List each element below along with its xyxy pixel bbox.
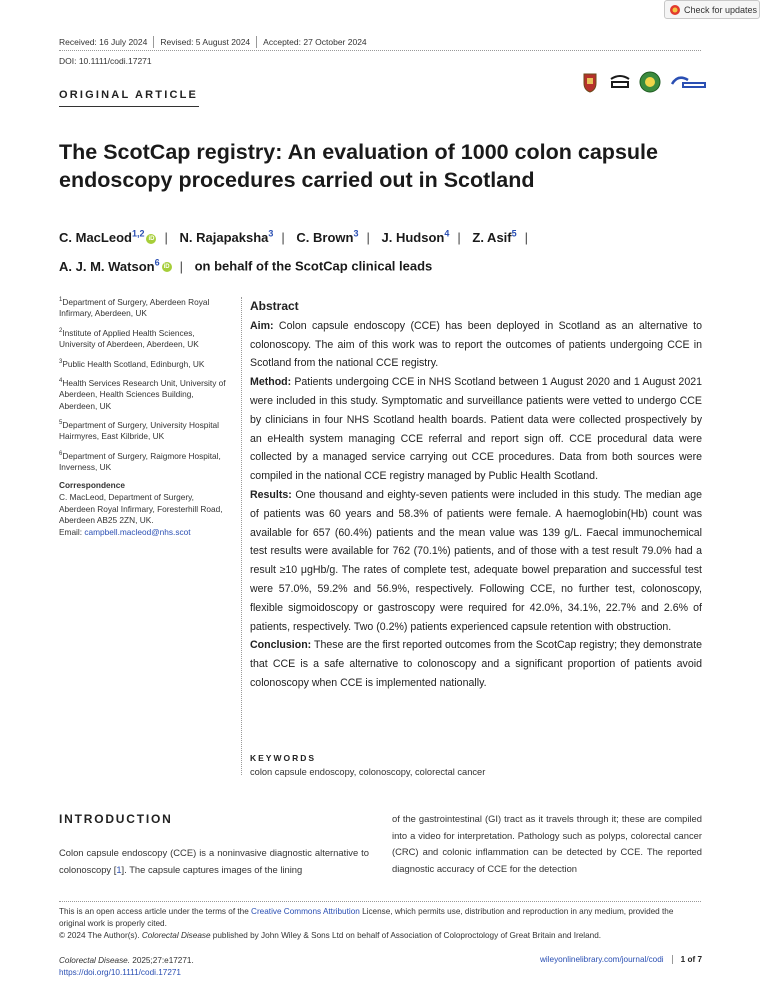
- footer-rule: [59, 901, 701, 902]
- affiliation: $^4$Health Services Research Unit, University of Aberdeen, Health Sciences Building, Aberdeen, UK: [59, 377, 226, 411]
- page-footer: [540, 955, 702, 964]
- author: A. J. M. Watson$^6$ iD: [59, 257, 170, 274]
- journal-site-link[interactable]: wileyonlinelibrary.com/journal/codi: [539, 955, 664, 964]
- affiliation: $^3$Public Health Scotland, Edinburgh, UK: [59, 358, 205, 369]
- correspondence-text: C. MacLeod, Department of Surgery, Aberdeen Royal Infirmary, Foresterhill Road, Aberdeen AB25 2ZN, UK. Email: campbell.macleod@nhs.scot: [59, 492, 223, 537]
- crest-logo-icon: [578, 70, 602, 94]
- journal-logo-icon: [668, 70, 708, 94]
- affiliation-ref[interactable]: 4: [444, 229, 450, 239]
- abstract-divider: [241, 297, 242, 775]
- orcid-icon[interactable]: iD: [163, 264, 170, 271]
- keywords: colon capsule endoscopy, colonoscopy, colorectal cancer: [250, 767, 486, 777]
- introduction-column-2: of the gastrointestinal (GI) tract as it travels through it; these are compiled into a video for interpretation. Pathology such as polyps, colorectal cancer (CRC) and colonic inflammation can be detected by CCE. The reported diagnostic accuracy of CCE for the detection: [392, 813, 702, 874]
- abstract-method: Method: Patients undergoing CCE in NHS Scotland between 1 August 2020 and 1 August 2021 were included in this study. Symptomatic and surveillance patients were vetted to undergo CCE by clinicians in four NHS Scotland health boards. Patient data were collected prospectively by an eHealth system managing CCE referral and report sign off. CCE procedural data were collected by a managed service carrying out CCE procedures. Data from both sources were compiled in the national CCE registry managed by Public Health Scotland.: [250, 376, 702, 483]
- affiliation: $^5$Department of Surgery, University Hospital Hairmyres, East Kilbride, UK: [59, 419, 219, 442]
- header-rule: [59, 50, 701, 51]
- affiliation-ref[interactable]: 3: [353, 229, 359, 239]
- doi-link[interactable]: https://doi.org/10.1111/codi.17271: [59, 968, 181, 977]
- escp-logo-icon: [608, 70, 632, 94]
- author-group: on behalf of the ScotCap clinical leads: [194, 258, 433, 274]
- affiliation-ref[interactable]: 1,2: [131, 229, 145, 239]
- introduction-heading: INTRODUCTION: [59, 812, 173, 826]
- license-notice: This is an open access article under the terms of the Creative Commons Attribution License, which permits use, distribution and reproduction in any medium, provided the original work is properly cited. © 2024 The Author(s). Colorectal Disease published by John Wiley & Sons Ltd on behalf of Association of Coloproctology of Great Britain and Ireland.: [59, 907, 674, 940]
- revised-date: Revised: 5 August 2024: [160, 37, 251, 47]
- society-logos: [578, 70, 708, 94]
- abstract-conclusion: Conclusion: These are the first reported outcomes from the ScotCap registry; they demonstrate that CCE is a safe alternative to colonoscopy and a significant proportion of patients avoid colonoscopy when CCE is implemented nationally.: [250, 639, 702, 689]
- introduction-column-1: Colon capsule endoscopy (CCE) is a noninvasive diagnostic alternative to colonoscopy [1]. The capsule captures images of the lining: [59, 847, 369, 875]
- affiliation-ref[interactable]: 5: [511, 229, 517, 239]
- article-dates: [59, 37, 373, 48]
- citation-link[interactable]: 1: [116, 863, 122, 875]
- affiliation-ref[interactable]: 6: [154, 257, 160, 268]
- affiliation-ref[interactable]: 3: [268, 229, 274, 239]
- accepted-date: Accepted: 27 October 2024: [263, 37, 367, 47]
- received-date: Received: 16 July 2024: [59, 37, 148, 47]
- article-type: ORIGINAL ARTICLE: [59, 89, 199, 101]
- abstract-heading: Abstract: [250, 299, 299, 313]
- author: C. MacLeod$^{1,2}$ iD: [59, 229, 155, 246]
- abstract: [250, 297, 702, 693]
- affiliation: $^6$Department of Surgery, Raigmore Hospital, Inverness, UK: [59, 450, 221, 473]
- correspondence-heading: Correspondence: [59, 479, 125, 490]
- article-title: The ScotCap registry: An evaluation of 1000 colon capsule endoscopy procedures carried out in Scotland: [59, 140, 658, 192]
- orcid-icon[interactable]: iD: [148, 235, 155, 242]
- article-type-rule: [59, 106, 199, 107]
- email-link[interactable]: campbell.macleod@nhs.scot: [84, 526, 191, 537]
- page-number: 1 of 7: [672, 955, 702, 964]
- license-link[interactable]: Creative Commons Attribution: [251, 907, 360, 916]
- affiliation: $^2$Institute of Applied Health Sciences, University of Aberdeen, Aberdeen, UK: [59, 327, 199, 350]
- abstract-results: Results: One thousand and eighty-seven patients were included in this study. The median age of patients was 60 years and 58.3% of patients were female. A haemoglobin(Hb) count was available for 657 (60.4%) patients and the mean value was 139 g/L. Faecal immunochemical test results were available for 762 (70.1%) patients, and of those with a test result 79.0% had a result ≥10 μgHb/g. The rates of complete test, adequate bowel preparation and successful test were 57.0%, 59.2% and 56.9%, respectively. Following CCE, no further test, colonoscopy, flexible sigmoidoscopy or gastroscopy were required for 42.0%, 34.1%, 22.7% and 2.6% of patients, respectively. Two (0.2%) patients experienced capsule retention with obstruction.: [250, 488, 702, 633]
- society-seal-icon: [638, 70, 662, 94]
- crossmark-icon: [670, 5, 680, 15]
- doi: DOI: 10.1111/codi.17271: [59, 56, 152, 66]
- check-updates-label: Check for updates: [684, 4, 758, 15]
- author: Z. Asif$^5$: [472, 229, 517, 246]
- affiliation: $^1$Department of Surgery, Aberdeen Royal Infirmary, Aberdeen, UK: [59, 296, 210, 319]
- citation-footer: Colorectal Disease. 2025;27:e17271. https://doi.org/10.1111/codi.17271: [59, 956, 194, 977]
- keywords-heading: KEYWORDS: [250, 753, 317, 763]
- author: J. Hudson$^4$: [381, 229, 450, 246]
- affiliations: [59, 295, 231, 544]
- check-for-updates-button[interactable]: [664, 0, 760, 19]
- author: C. Brown$^3$: [296, 229, 359, 246]
- abstract-aim: Aim: Colon capsule endoscopy (CCE) has been deployed in Scotland as an alternative to colonoscopy. The aim of this work was to report the outcomes of patients undergoing CCE in Scotland from the national CCE registry.: [250, 319, 702, 370]
- author-list: C. MacLeod$^{1,2}$ iD | N. Rajapaksha$^3$ | C. Brown$^3$ | J. Hudson$^4$ | Z. Asif$^5$ | A. J. M. Watson$^6$ iD | on behalf of the ScotCap clinical leads: [59, 229, 529, 274]
- author: N. Rajapaksha$^3$: [179, 229, 274, 246]
